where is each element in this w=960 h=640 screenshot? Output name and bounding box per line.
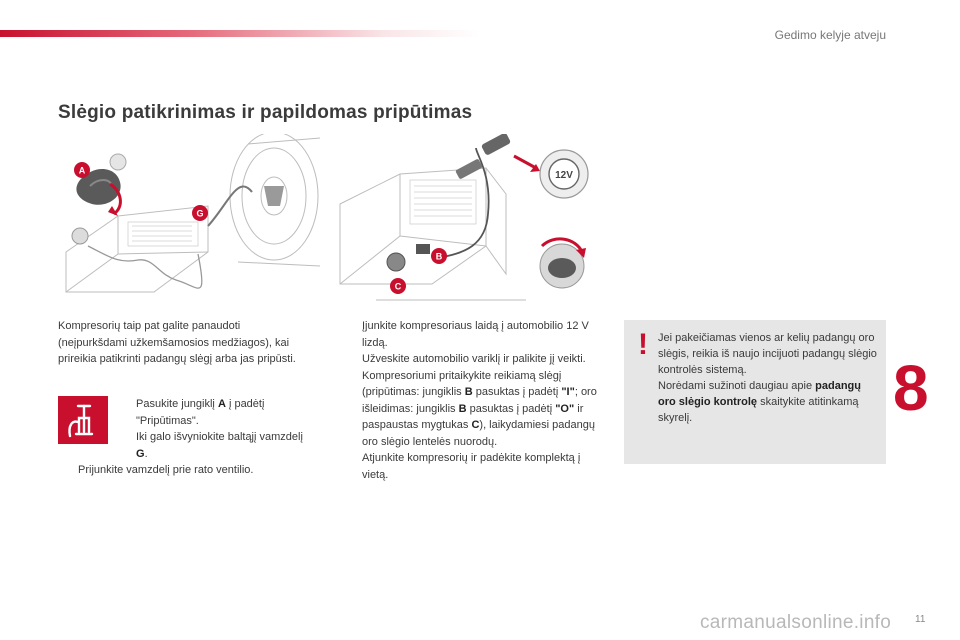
pump-icon — [58, 396, 108, 444]
compressor-socket-illustration — [336, 134, 598, 304]
bullet-icon — [342, 368, 362, 369]
section-header: Gedimo kelyje atveju — [774, 28, 886, 42]
pump-icon-box — [58, 396, 108, 444]
callout-b-label: B — [435, 251, 443, 262]
warning-note-text: Jei pakeičiamas vienos ar kelių padangų oro slėgis, reikia iš naujo incijuoti padangų slėgio kontrolės sistemą. Norėdami sužinoti daugiau apie padangų oro slėgio kontrolę skaitykite atitinkamą skyrelį. — [658, 332, 877, 424]
chapter-number: 8 — [893, 352, 929, 424]
watermark: carmanualsonline.info — [700, 612, 892, 633]
list-item: Įjunkite kompresoriaus laidą į automobilio 12 V lizdą. — [342, 318, 598, 351]
switch-steps — [116, 396, 306, 462]
bullet-icon — [342, 318, 362, 319]
list-item: Užveskite automobilio variklį ir palikite jį veikti. — [342, 351, 598, 368]
bullet-icon — [342, 351, 362, 352]
header-accent-bar — [0, 30, 480, 37]
list-item: Atjunkite kompresorių ir padėkite komplektą į vietą. — [342, 450, 598, 483]
callout-g-label: G — [196, 208, 204, 219]
intro-paragraph — [58, 318, 308, 368]
valve-step — [58, 462, 308, 479]
compressor-wheel-illustration — [58, 134, 320, 294]
callout-a-label: A — [78, 165, 86, 176]
intro-text: Kompresorių taip pat galite panaudoti (neįpurkšdami užkemšamosios medžiagos), kai prireikia patikrinti padangų slėgį arba jas pripūsti. — [58, 320, 296, 365]
list-item: Kompresoriumi pritaikykite reikiamą slėgį (pripūtimas: jungiklis B pasuktas į padėtį "I"; oro išleidimas: jungiklis B pasuktas į padėtį "O" ir paspaustas mygtukas C), laikydamiesi padangų oro slėgio lentelės nuorodų. — [342, 368, 598, 451]
list-item: Pasukite jungiklį A į padėtį "Pripūtimas". — [116, 396, 306, 429]
callout-c-label: C — [394, 281, 402, 292]
bullet-icon — [116, 396, 136, 397]
page-title: Slėgio patikrinimas ir papildomas pripūtimas — [58, 102, 473, 123]
bullet-icon — [116, 429, 136, 430]
bullet-icon — [342, 450, 362, 451]
bullet-icon — [58, 462, 78, 463]
warning-note — [624, 320, 886, 464]
page-number: 11 — [915, 614, 926, 625]
list-item: Prijunkite vamzdelį prie rato ventilio. — [58, 462, 308, 479]
connection-steps — [342, 318, 598, 483]
warning-icon: ! — [638, 328, 648, 361]
socket-12v-label: 12V — [555, 170, 573, 181]
list-item: Iki galo išvyniokite baltąjį vamzdelį G. — [116, 429, 306, 462]
